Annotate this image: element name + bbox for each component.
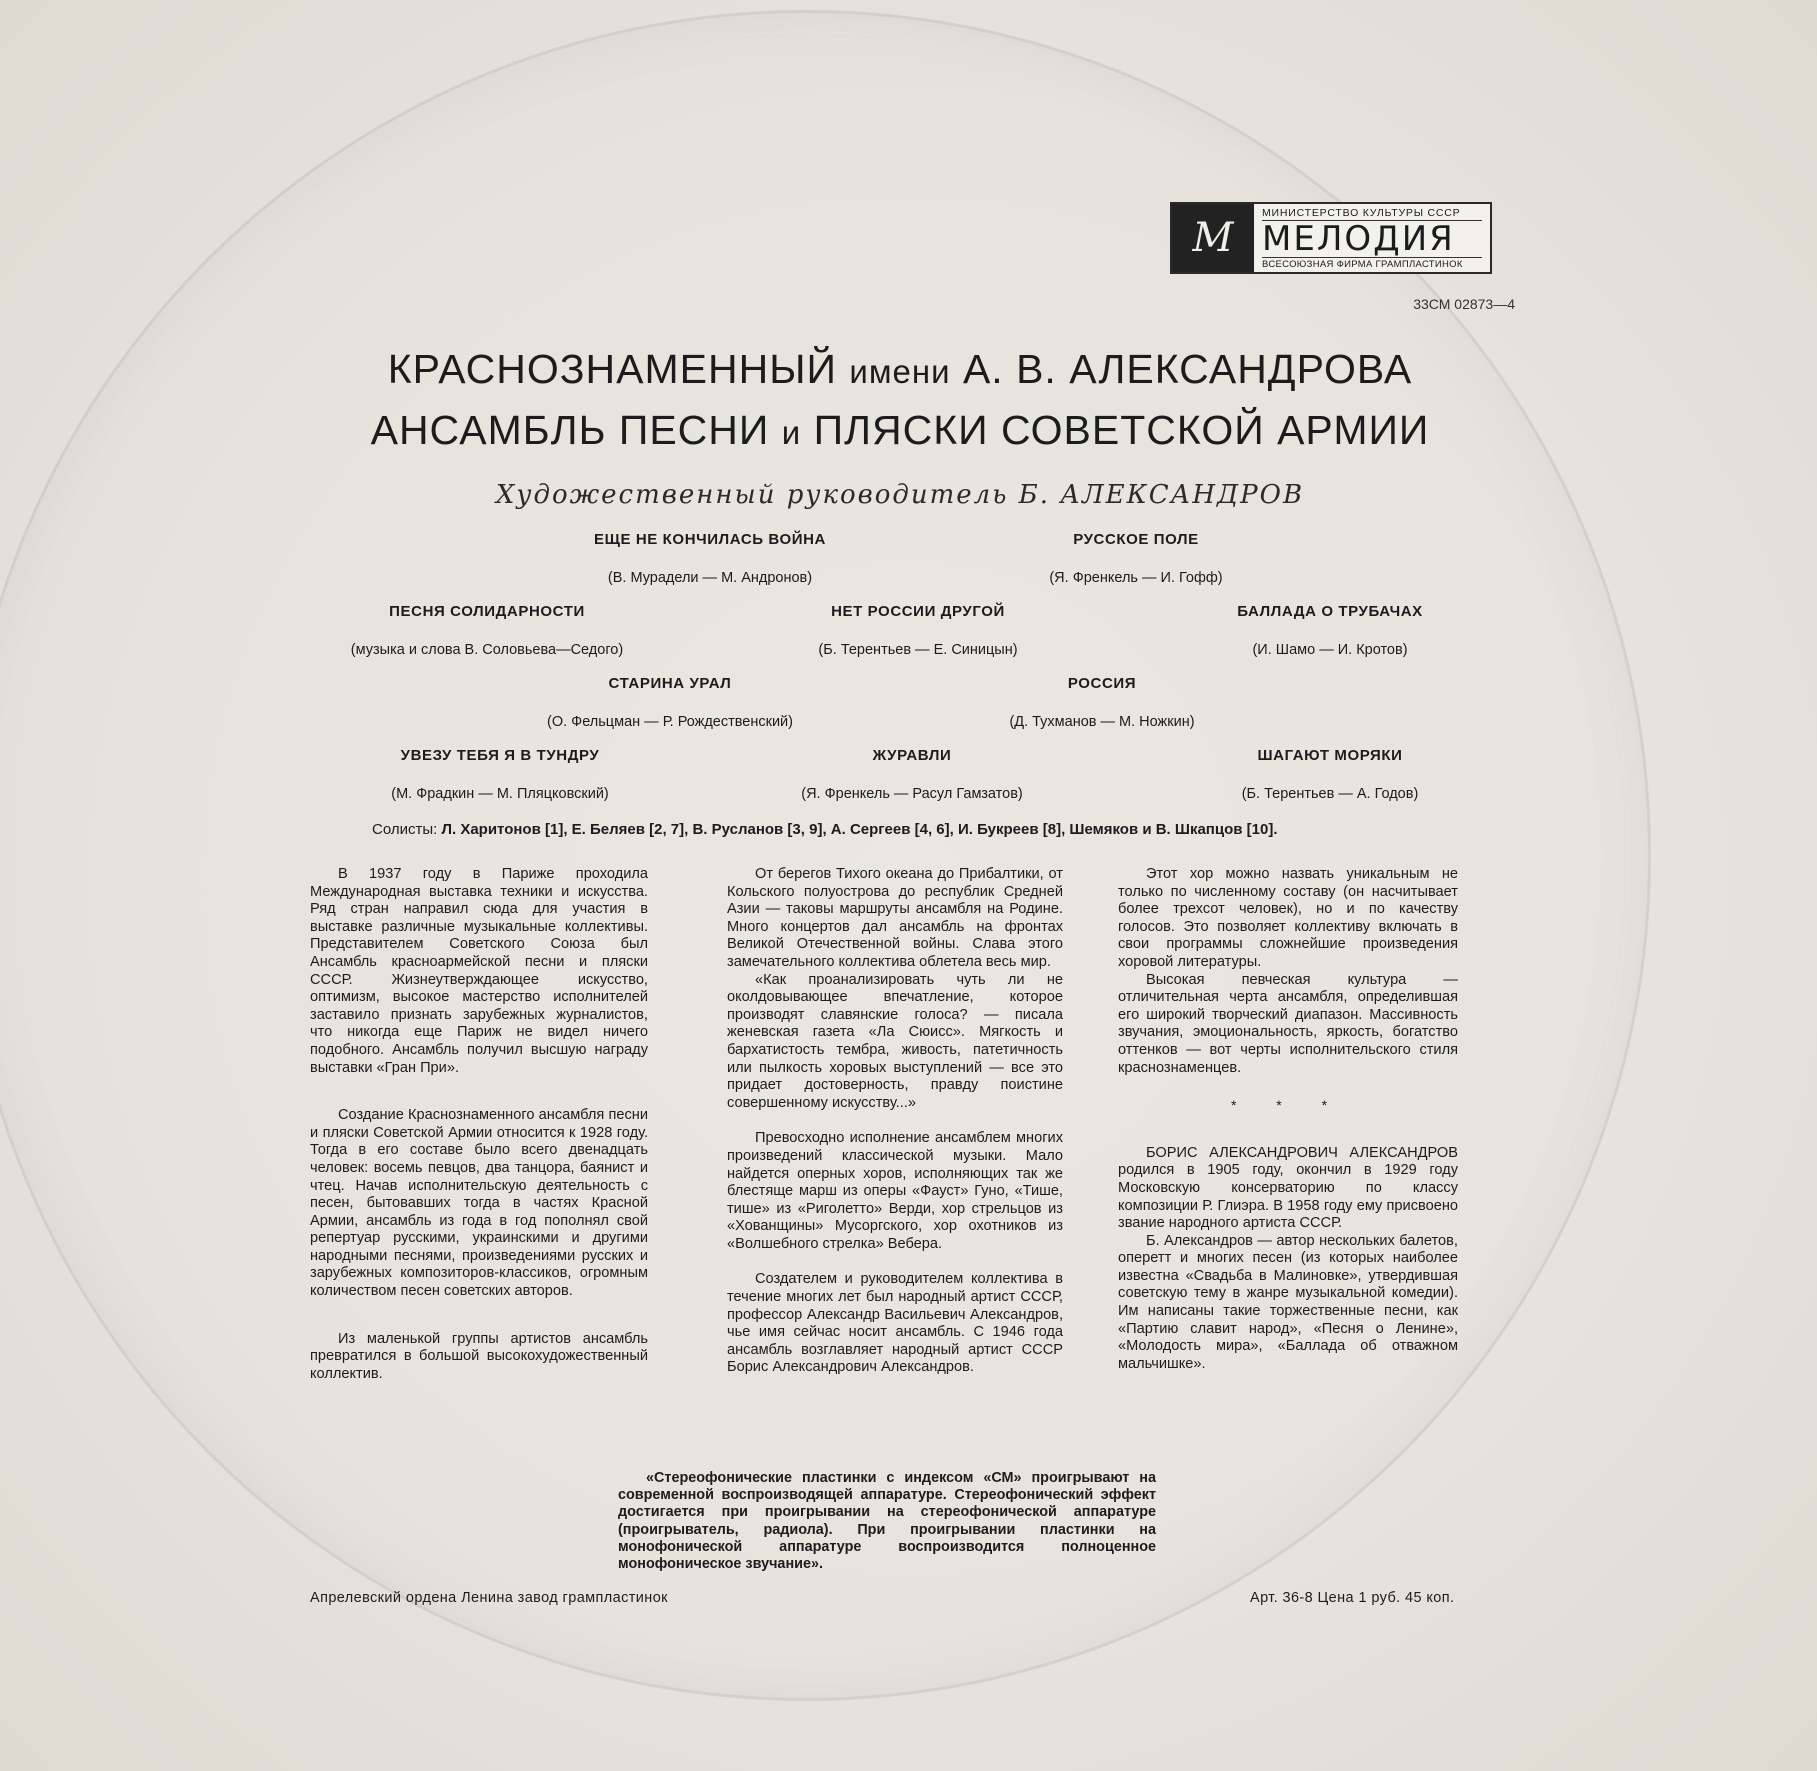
title-part: КРАСНОЗНАМЕННЫЙ — [387, 346, 837, 392]
song-item — [772, 747, 1052, 802]
paragraph: Создателем и руководителем коллектива в течение многих лет был народный артист СССР, профессор Александр Васильевич Александров, чье имя сейчас носит ансамбль. С 1946 года ансамбль возглавляет народный артист СССР Борис Александрович Александров. — [727, 1271, 1063, 1376]
song-item — [962, 675, 1242, 730]
title-part: АНСАМБЛЬ ПЕСНИ — [370, 407, 770, 453]
melodiya-logo-icon: М — [1172, 204, 1254, 272]
paragraph: «Как проанализировать чуть ли не околдовывающее впечатление, которое производят славянские голоса? — писала женевская газета «Ла Сюисс». Мягкость и бархатистость тембра, живость, патетичность или пылкость хоровых выступлений — все это придает достоверность, правду поистине совершенному искусству...» — [727, 971, 1063, 1111]
stereo-notice — [618, 1470, 1156, 1573]
title-part: А. В. АЛЕКСАНДРОВА — [962, 346, 1413, 392]
melodiya-logo — [1170, 202, 1492, 274]
song-title: НЕТ РОССИИ ДРУГОЙ — [831, 603, 1005, 620]
song-item — [1200, 747, 1460, 802]
song-item — [520, 675, 820, 730]
liner-notes-column-1 — [310, 866, 648, 1383]
song-authors: (М. Фрадкин — М. Пляцковский) — [391, 786, 609, 802]
section-asterisks: * * * — [1230, 1097, 1346, 1114]
title-line-1 — [300, 340, 1500, 401]
soloists-line — [372, 821, 1277, 838]
logo-ministry: МИНИСТЕРСТВО КУЛЬТУРЫ СССР — [1262, 206, 1482, 221]
title-part: и — [781, 414, 802, 451]
song-item — [778, 603, 1058, 658]
song-title: ЖУРАВЛИ — [872, 747, 952, 764]
soloists-names: Л. Харитонов [1], Е. Беляев [2, 7], В. Русланов [3, 9], А. Сергеев [4, 6], И. Букреев [8], Шемяков и В. Шкапцов [10]. — [441, 821, 1278, 838]
factory-credit: Апрелевский ордена Ленина завод грампластинок — [310, 1590, 668, 1606]
catalog-number: 33СМ 02873—4 — [1413, 296, 1515, 312]
song-authors: (Б. Терентьев — Е. Синицын) — [818, 642, 1018, 658]
song-title: СТАРИНА УРАЛ — [608, 675, 732, 692]
paragraph: Этот хор можно назвать уникальным не только по численному составу (он насчитывает более трехсот человек), но и по качеству голосов. Это позволяет коллективу включать в свои программы сложнейшие произведения хоровой литературы. — [1118, 866, 1458, 970]
song-item — [986, 531, 1286, 586]
song-item — [560, 531, 860, 586]
title-block — [300, 340, 1500, 510]
song-authors: (Я. Френкель — Расул Гамзатов) — [801, 786, 1023, 802]
title-line-2 — [300, 401, 1500, 462]
liner-notes-column-3 — [1118, 866, 1458, 1373]
song-authors: (Б. Терентьев — А. Годов) — [1241, 786, 1419, 802]
song-authors: (В. Мурадели — М. Андронов) — [607, 570, 813, 586]
stereo-notice-text: «Стереофонические пластинки с индексом «СМ» проигрывают на современной воспроизводящей аппаратуре. Стереофонический эффект достигается при проигрывании на стереофонической аппаратуре (проигрыватель, радиола). При проигрывании пластинки на монофонической аппаратуре воспроизводится полноценное монофоническое звучание». — [618, 1470, 1156, 1573]
title-part: имени — [849, 353, 951, 390]
song-authors: (И. Шамо — И. Кротов) — [1252, 642, 1408, 658]
logo-name: МЕЛОДИЯ — [1262, 218, 1455, 259]
song-title: ШАГАЮТ МОРЯКИ — [1257, 747, 1403, 764]
paragraph: Создание Краснознаменного ансамбля песни и пляски Советской Армии относится к 1928 году. Тогда в его составе было всего двенадцать человек: восемь певцов, два танцора, баянист и чтец. Начав исполнительскую деятельность с песен, бытовавших тогда в частях Красной Армии, ансамбль из года в год пополнял свой репертуар русскими, украинскими и другими народными песнями, произведениями русских и зарубежных композиторов-классиков, огромным количеством песен советских авторов. — [310, 1107, 648, 1300]
paragraph: От берегов Тихого океана до Прибалтики, от Кольского полуострова до республик Средней Азии — таковы маршруты ансамбля на Родине. Много концертов дал ансамбль на фронтах Великой Отечественной войны. Слава этого замечательного коллектива облетела весь мир. — [727, 866, 1063, 970]
song-title: РОССИЯ — [1067, 675, 1137, 692]
song-authors: (Я. Френкель — И. Гофф) — [1049, 570, 1223, 586]
song-item — [1200, 603, 1460, 658]
title-part: ПЛЯСКИ СОВЕТСКОЙ АРМИИ — [813, 407, 1430, 453]
song-authors: (О. Фельцман — Р. Рождественский) — [547, 714, 793, 730]
paragraph: Б. Александров — автор нескольких балетов, оперетт и многих песен (из которых наиболее известна «Свадьба в Малиновке», утвердившая советскую тему в жанре музыкальной комедии). Им написаны такие торжественные песни, как «Партию славит народ», «Песня о Ленине», «Молодость мира», «Баллада об отважном мальчишке». — [1118, 1232, 1458, 1372]
logo-firm: ВСЕСОЮЗНАЯ ФИРМА ГРАМПЛАСТИНОК — [1262, 257, 1482, 271]
song-title: РУССКОЕ ПОЛЕ — [1073, 531, 1199, 548]
artistic-director: Художественный руководитель Б. АЛЕКСАНДРОВ — [495, 480, 1305, 510]
song-item — [322, 603, 652, 658]
liner-notes-column-2 — [727, 866, 1063, 1377]
song-authors: (Д. Тухманов — М. Ножкин) — [1009, 714, 1195, 730]
paragraph: Из маленькой группы артистов ансамбль превратился в большой высокохудожественный коллектив. — [310, 1330, 648, 1382]
soloists-label: Солисты: — [372, 821, 438, 838]
song-title: УВЕЗУ ТЕБЯ Я В ТУНДРУ — [400, 747, 600, 764]
logo-text — [1254, 204, 1490, 272]
price-line: Арт. 36-8 Цена 1 руб. 45 коп. — [1250, 1590, 1455, 1606]
song-title: БАЛЛАДА О ТРУБАЧАХ — [1237, 603, 1423, 620]
paragraph: БОРИС АЛЕКСАНДРОВИЧ АЛЕКСАНДРОВ родился в 1905 году, окончил в 1929 году Московскую консерваторию по классу композиции Р. Глиэра. В 1958 году ему присвоено звание народного артиста СССР. — [1118, 1144, 1458, 1232]
song-item — [355, 747, 645, 802]
paragraph: Высокая певческая культура — отличительная черта ансамбля, определившая его широкий творческий диапазон. Массивность звучания, эмоциональность, яркость, богатство оттенков — вот черты исполнительского стиля краснознаменцев. — [1118, 971, 1458, 1076]
song-title: ПЕСНЯ СОЛИДАРНОСТИ — [389, 603, 585, 620]
paragraph: В 1937 году в Париже проходила Международная выставка техники и искусства. Ряд стран направил сюда для участия в выставке различные музыкальные коллективы. Представителем Советского Союза был Ансамбль красноармейской песни и пляски СССР. Жизнеутверждающее искусство, оптимизм, высокое мастерство исполнителей заставило признать зарубежных журналистов, что никогда еще Париж не видел ничего подобного. Ансамбль получил высшую награду выставки «Гран При». — [310, 866, 648, 1076]
song-authors: (музыка и слова В. Соловьева—Седого) — [350, 642, 624, 658]
song-title: ЕЩЕ НЕ КОНЧИЛАСЬ ВОЙНА — [594, 531, 826, 548]
paragraph: Превосходно исполнение ансамблем многих произведений классической музыки. Мало найдется оперных хоров, исполняющих так же блестяще марш из оперы «Фауст» Гуно, «Тише, тише» из «Риголетто» Верди, хор стрельцов из «Хованщины» Мусоргского, хор охотников из «Волшебного стрелка» Вебера. — [727, 1130, 1063, 1252]
